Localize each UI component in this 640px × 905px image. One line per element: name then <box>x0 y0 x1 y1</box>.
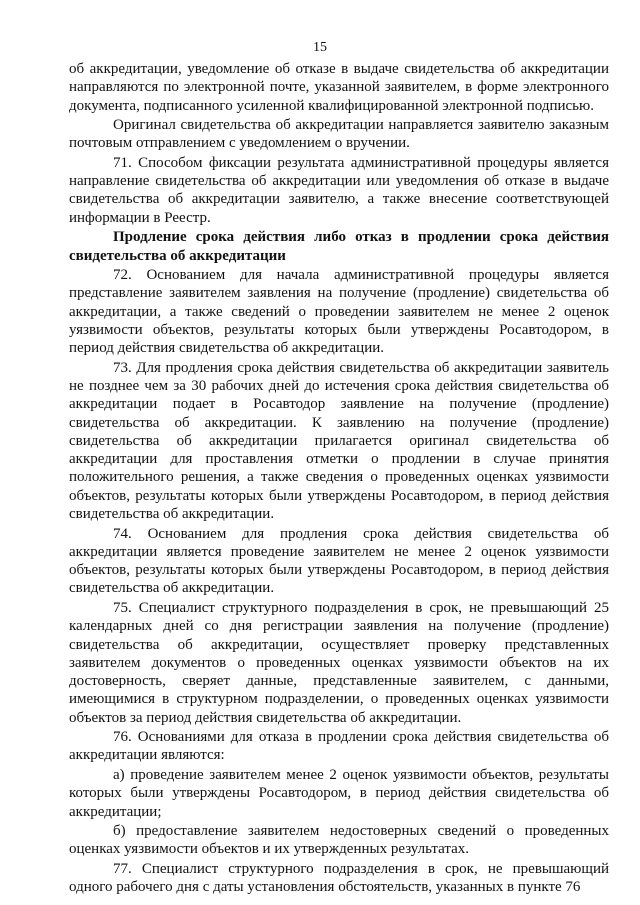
paragraph-76-a: а) проведение заявителем менее 2 оценок уязвимости объектов, результаты которых были утверждены Росавтодором, в период действия свидетельства об аккредитации; <box>69 766 609 820</box>
paragraph-73: 73. Для продления срока действия свидетельства об аккредитации заявитель не позднее чем за 30 рабочих дней до истечения срока действия свидетельства об аккредитации подает в Росавтодор заявление на получение (продление) свидетельства об аккредитации. К заявлению на получение (продление) свидетельства об аккредитации прилагается оригинал свидетельства об аккредитации для проставления отметки о продлении в случае принятия положительного решения, а также сведения о проведенных оценках уязвимости объектов, результаты которых были утверждены Росавтодором, в период действия свидетельства об аккредитации. <box>69 359 609 523</box>
paragraph-75: 75. Специалист структурного подразделения в срок, не превышающий 25 календарных дней со дня регистрации заявления на получение (продление) свидетельства об аккредитации, осуществляет проверку представленных заявителем документов о проведенных оценках уязвимости объектов на их достоверность, сверяет данные, представленные заявителем, с данными, имеющимися в структурном подразделении, о проведенных оценках уязвимости объектов за период действия свидетельства об аккредитации. <box>69 599 609 726</box>
paragraph-77: 77. Специалист структурного подразделения в срок, не превышающий одного рабочего дня с даты установления обстоятельств, указанных в пункте 76 <box>69 860 609 896</box>
page-number: 15 <box>313 40 327 55</box>
section-heading: Продление срока действия либо отказ в продлении срока действия свидетельства об аккредитации <box>69 229 609 264</box>
paragraph-71: 71. Способом фиксации результата административной процедуры является направление свидетельства об аккредитации или уведомления об отказе в выдаче свидетельства об аккредитации заявителю, а также внесение соответствующей информации в Реестр. <box>69 154 609 226</box>
paragraph-continuation: об аккредитации, уведомление об отказе в выдаче свидетельства об аккредитации направляются по электронной почте, указанной заявителем, в форме электронного документа, подписанного усиленной квалифицированной электронной подписью. <box>69 61 609 114</box>
paragraph-76-b: б) предоставление заявителем недостоверных сведений о проведенных оценках уязвимости объектов и их утвержденных результатах. <box>69 823 609 858</box>
paragraph-74: 74. Основанием для продления срока действия свидетельства об аккредитации является проведение заявителем не менее 2 оценок уязвимости объектов, результаты которых были утверждены Росавтодором, в период действия свидетельства об аккредитации. <box>69 525 609 597</box>
paragraph-72: 72. Основанием для начала административной процедуры является представление заявителем заявления на получение (продление) свидетельства об аккредитации, а также сведений о проведении заявителем не менее 2 оценок уязвимости объектов, результаты которых были утверждены Росавтодором, в период действия свидетельства об аккредитации. <box>69 267 609 357</box>
paragraph-original-sending: Оригинал свидетельства об аккредитации направляется заявителю заказным почтовым отправлением с уведомлением о вручении. <box>69 117 609 152</box>
document-body <box>69 60 609 898</box>
paragraph-76: 76. Основаниями для отказа в продлении срока действия свидетельства об аккредитации являются: <box>69 729 609 764</box>
